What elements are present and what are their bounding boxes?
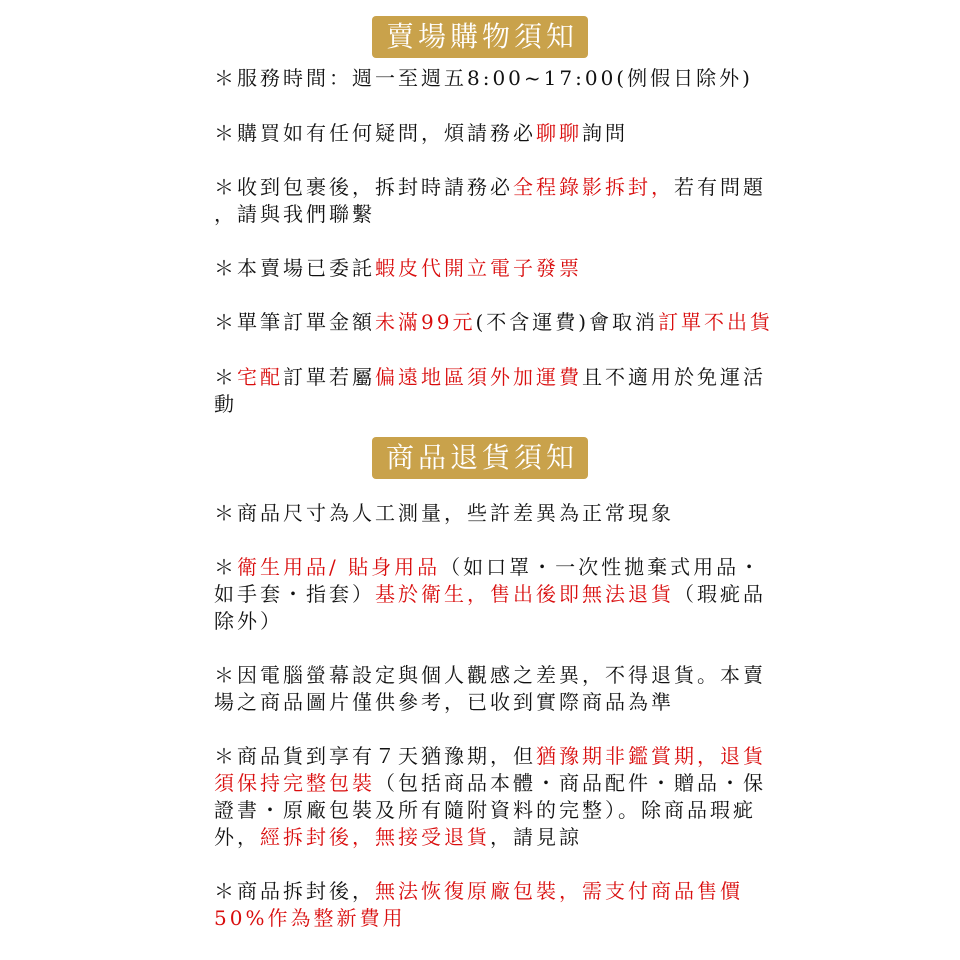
highlight-text: 訂單不出貨 [658,310,774,334]
notice-text: 除外） [214,609,283,633]
notice-text: ＊ [214,365,237,389]
notice-text: ＊商品貨到享有７天猶豫期，但 [214,744,536,768]
notice-text: (不含運費)會取消 [475,310,659,334]
notice-line [214,65,754,92]
notice-screen-color [214,662,766,716]
notice-text: ＊購買如有任何疑問，煩請務必 [214,121,536,145]
highlight-text: 偏遠地區須外加運費 [375,365,582,389]
notice-text: 若有問題 [674,175,766,199]
notice-remote-shipping [214,364,766,418]
notice-hygiene-products [214,554,766,635]
notice-line [214,743,766,770]
notice-service-hours [214,65,754,92]
notice-text: 且不適用於免運活 [582,365,766,389]
highlight-text: 猶豫期非鑑賞期，退貨 [536,744,766,768]
notice-line [214,201,754,228]
notice-text: 如手套・指套） [214,582,375,606]
notice-line [214,797,754,824]
notice-inquiry-chat [214,120,754,147]
notice-line [214,662,766,689]
notice-text: ＊商品尺寸為人工測量，些許差異為正常現象 [214,501,674,525]
notice-text: ＊收到包裹後，拆封時請務必 [214,175,513,199]
notice-text: 動 [214,392,237,416]
highlight-text: 宅配 [237,365,283,389]
highlight-text: 未滿99元 [375,310,476,334]
notice-line [214,174,766,201]
returns-notice-heading: 商品退貨須知 [372,437,588,479]
highlight-text: 經拆封後，無接受退貨 [260,825,490,849]
highlight-text: 無法恢復原廠包裝，需支付商品售價 [375,879,743,903]
highlight-text: 聊聊 [536,121,582,145]
notice-line [214,878,754,905]
highlight-text: 基於衛生，售出後即無法退貨 [375,582,674,606]
notice-line [214,824,754,851]
notice-text: （瑕疵品 [674,582,766,606]
highlight-text: 蝦皮代開立電子發票 [375,256,582,280]
notice-line [214,309,774,336]
notice-line [214,608,754,635]
notice-text: 詢問 [582,121,628,145]
notice-line [214,581,766,608]
notice-refurbish-fee [214,878,754,932]
notice-line [214,770,766,797]
notice-line [214,500,754,527]
notice-text: ＊單筆訂單金額 [214,310,375,334]
notice-text: ＊商品拆封後， [214,879,375,903]
shopping-heading-wrap [0,16,960,58]
notice-text: ，請見諒 [490,825,582,849]
notice-text: ＊服務時間：週一至週五8:00~17:00(例假日除外) [214,66,753,90]
notice-text: ＊因電腦螢幕設定與個人觀感之差異，不得退貨。本賣 [214,663,766,687]
notice-text: ＊ [214,555,237,579]
notice-line [214,554,763,581]
notice-minimum-order [214,309,774,336]
notice-e-invoice [214,255,754,282]
highlight-text: 50%作為整新費用 [214,906,406,930]
notice-seven-day-period [214,743,766,851]
notice-text: ，請與我們聯繫 [214,202,375,226]
returns-heading-wrap [0,437,960,479]
notice-line [214,255,754,282]
shopping-notice-heading: 賣場購物須知 [372,16,588,58]
notice-size-measurement [214,500,754,527]
notice-unboxing-video [214,174,766,228]
notice-text: ＊本賣場已委託 [214,256,375,280]
notice-line [214,364,766,391]
notice-text: 證書・原廠包裝及所有隨附資料的完整）。除商品瑕疵 [214,798,756,822]
highlight-text: 須保持完整包裝 [214,771,375,795]
notice-text: 訂單若屬 [283,365,375,389]
highlight-text: 衛生用品/ 貼身用品 [237,555,441,579]
notice-line [214,120,754,147]
notice-text: 外， [214,825,260,849]
notice-line [214,905,754,932]
notice-text: 場之商品圖片僅供參考，已收到實際商品為準 [214,690,674,714]
highlight-text: 全程錄影拆封， [513,175,674,199]
notice-line [214,689,754,716]
notice-line [214,391,754,418]
notice-text: （如口罩・一次性拋棄式用品・ [440,555,763,579]
notice-text: （包括商品本體・商品配件・贈品・保 [375,771,766,795]
